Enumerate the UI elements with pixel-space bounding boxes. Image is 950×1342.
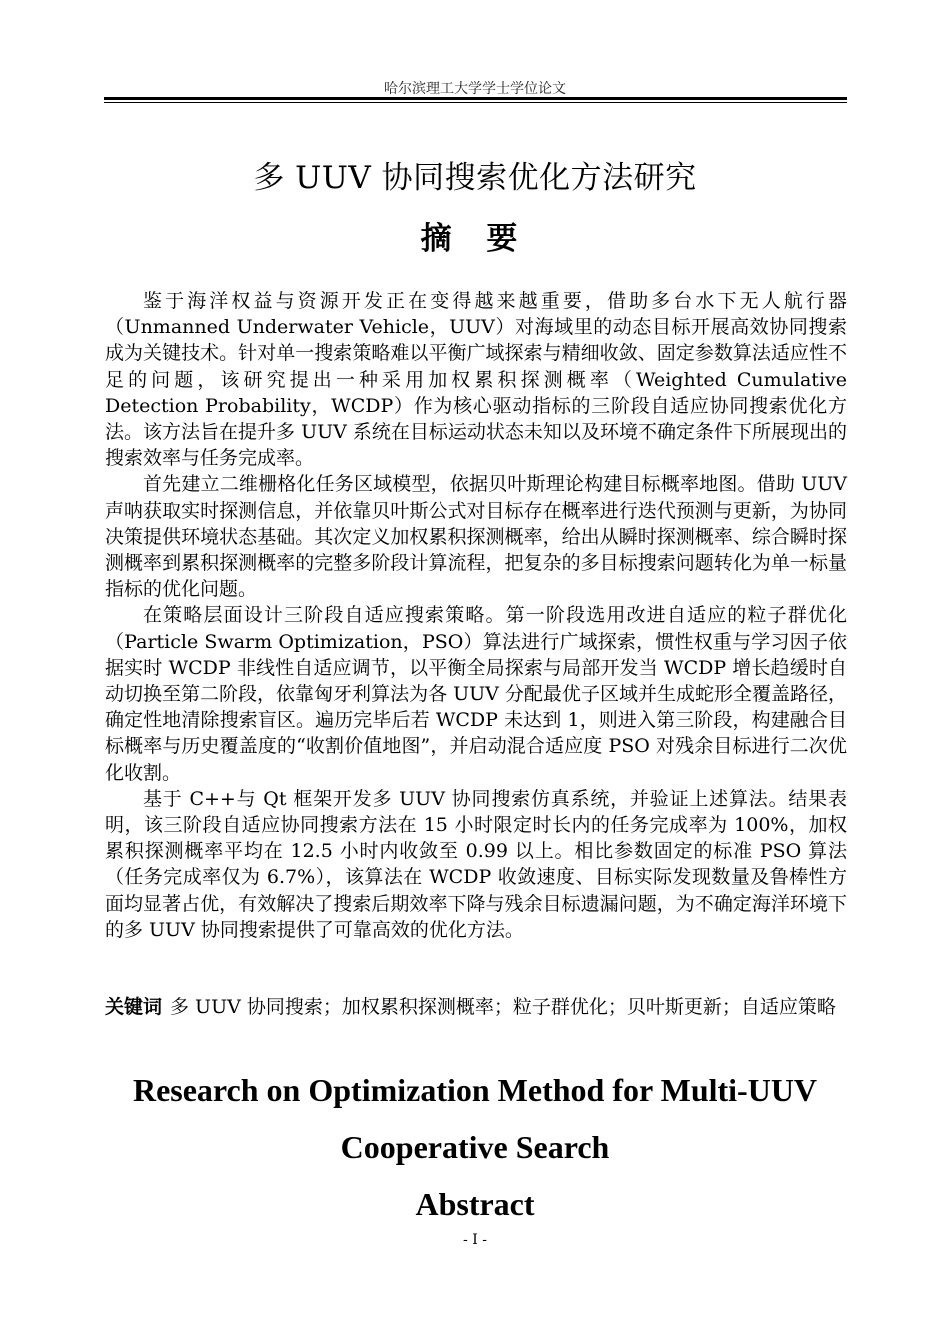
abstract-paragraph-3: 在策略层面设计三阶段自适应搜索策略。第一阶段选用改进自适应的粒子群优化（Particle Swarm Optimization，PSO）算法进行广域探索，惯性权重与学习因子依据实时 WCDP 非线性自适应调节，以平衡全局探索与局部开发当 WCDP 增长趋缓时自动切换至第二阶段，依靠匈牙利算法为各 UUV 分配最优子区域并生成蛇形全覆盖路径，确定性地清除搜索盲区。遍历完毕后若 WCDP 未达到 1，则进入第三阶段，构建融合目标概率与历史覆盖度的“收割价值地图”，并启动混合适应度 PSO 对残余目标进行二次优化收割。 [105, 604, 847, 784]
thesis-title-en-line1: Research on Optimization Method for Multi-UUV [132, 1072, 818, 1108]
abstract-paragraph-1: 鉴于海洋权益与资源开发正在变得越来越重要，借助多台水下无人航行器（Unmanned Underwater Vehicle，UUV）对海域里的动态目标开展高效协同搜索成为关键技术。针对单一搜索策略难以平衡广域探索与精细收敛、固定参数算法适应性不足的问题，该研究提出一种采用加权累积探测概率（Weighted Cumulative Detection Probability，WCDP）作为核心驱动指标的三阶段自适应协同搜索优化方法。该方法旨在提升多 UUV 系统在目标运动状态未知以及环境不确定条件下所展现出的搜索效率与任务完成率。 [105, 290, 847, 470]
abstract-body [105, 288, 847, 943]
keywords-text: 多 UUV 协同搜索；加权累积探测概率；粒子群优化；贝叶斯更新；自适应策略 [170, 996, 836, 1018]
header-rule-thin [104, 102, 847, 103]
keywords-label: 关键词 [105, 996, 163, 1018]
header-rule-thick [104, 97, 847, 100]
running-header: 哈尔滨理工大学学士学位论文 [384, 81, 566, 97]
thesis-title-cn: 多 UUV 协同搜索优化方法研究 [253, 160, 697, 196]
abstract-heading-en: Abstract [415, 1186, 535, 1222]
abstract-heading-cn: 摘 要 [420, 221, 530, 257]
keywords-block [105, 994, 847, 1020]
thesis-title-en-line2: Cooperative Search [340, 1129, 610, 1165]
abstract-paragraph-2: 首先建立二维栅格化任务区域模型，依据贝叶斯理论构建目标概率地图。借助 UUV 声呐获取实时探测信息，并依靠贝叶斯公式对目标存在概率进行迭代预测与更新，为协同决策提供环境状态基础。其次定义加权累积探测概率，给出从瞬时探测概率、综合瞬时探测概率到累积探测概率的完整多阶段计算流程，把复杂的多目标搜索问题转化为单一标量指标的优化问题。 [105, 473, 847, 601]
abstract-paragraph-4: 基于 C++与 Qt 框架开发多 UUV 协同搜索仿真系统，并验证上述算法。结果表明，该三阶段自适应协同搜索方法在 15 小时限定时长内的任务完成率为 100%，加权累积探测概率平均在 12.5 小时内收敛至 0.99 以上。相比参数固定的标准 PSO 算法（任务完成率仅为 6.7%），该算法在 WCDP 收敛速度、目标实际发现数量及鲁棒性方面均显著占优，有效解决了搜索后期效率下降与残余目标遗漏问题，为不确定海洋环境下的多 UUV 协同搜索提供了可靠高效的优化方法。 [105, 787, 847, 941]
page-number: - I - [463, 1232, 487, 1248]
